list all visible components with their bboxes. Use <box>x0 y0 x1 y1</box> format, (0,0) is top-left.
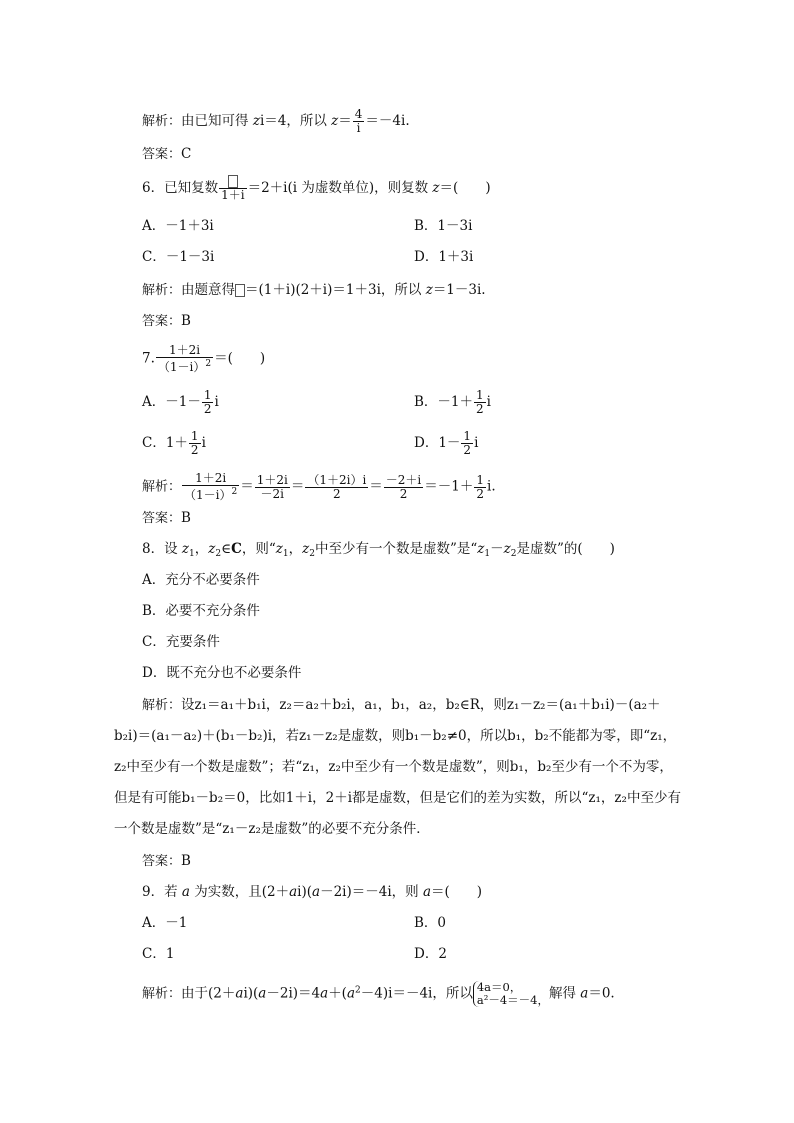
question-9: 9．若 a 为实数，且(2＋ai)(a－2i)＝－4i，则 a＝( ) <box>142 884 483 900</box>
solution-8 <box>114 690 684 845</box>
fraction: $\frac{4}{i}$ <box>354 107 363 135</box>
option-6b: B．1－3i <box>414 218 473 234</box>
equation-system: 4a＝0， a²－4＝－4， <box>473 981 549 1007</box>
option-6c: C．－1－3i <box>142 249 215 265</box>
option-6d: D．1＋3i <box>414 249 474 265</box>
option-7c: C．1＋ $\frac{1}{2}$ i <box>142 429 206 457</box>
fraction: $\frac{1+2i}{(1-i)^2}$ <box>184 471 238 502</box>
question-8: 8．设 $z_1$，$z_2\in C$，则“$z_1$，$z_2$中至少有一个数是虚数”是“$z_1-z_2$是虚数”的( ) <box>142 541 615 559</box>
option-9b: B．0 <box>414 915 447 931</box>
answer-8: 答案：B <box>142 853 191 869</box>
option-8b: B．必要不充分条件 <box>142 603 260 619</box>
option-8c: C．充要条件 <box>142 634 220 650</box>
image-placeholder-icon <box>235 284 245 297</box>
answer-label: 答案： <box>142 511 182 526</box>
answer-7: 答案：B <box>142 510 191 526</box>
solution-label: 解析： <box>142 698 182 713</box>
solution-label: 解析： <box>142 986 182 1002</box>
fraction: $\frac{1+2i}{-2i}$ <box>256 472 288 501</box>
option-7d: D．1－ $\frac{1}{2}$ i <box>414 429 479 457</box>
answer-label: 答案： <box>142 147 182 162</box>
fraction: $\frac{(1+2i)i}{2}$ <box>307 472 367 501</box>
fraction: 1＋i <box>219 175 246 202</box>
option-7b: B．－1＋ $\frac{1}{2}$ i <box>414 388 491 416</box>
solution-label: 解析： <box>142 479 182 495</box>
fraction: $\frac{1+2i}{(1-i)^2}$ <box>157 343 212 374</box>
option-6a: A．－1＋3i <box>142 218 214 234</box>
solution-9: 解析：由于$(2+ai)(a-2i)=4a+(a^2-4)i=-4i$，所以 4a＝0， a²－4＝－4， 解得 a＝0. <box>142 980 615 1007</box>
solution-5: 解析：由已知可得 zi＝4，所以 z＝ $\frac{4}{i}$ ＝－4i. <box>142 107 410 135</box>
solution-7: 解析： $\frac{1+2i}{(1-i)^2}$ ＝ $\frac{1+2i}{-2i}$ ＝ $\frac{(1+2i)i}{2}$ ＝ $\frac{-2+i}{2}$ ＝－1＋ $\frac{1}{2}$ i. <box>142 471 496 502</box>
answer-label: 答案： <box>142 854 182 869</box>
answer-5: 答案：C <box>142 146 192 162</box>
option-8a: A．充分不必要条件 <box>142 572 260 588</box>
answer-6: 答案：B <box>142 313 191 329</box>
solution-label: 解析： <box>142 114 182 129</box>
solution-label: 解析： <box>142 283 182 298</box>
option-7a: A．－1－ $\frac{1}{2}$ i <box>142 388 219 416</box>
option-8d: D．既不充分也不必要条件 <box>142 665 302 681</box>
option-9c: C．1 <box>142 946 175 962</box>
solution-6: 解析：由题意得 ＝(1＋i)(2＋i)＝1＋3i，所以 z＝1－3i. <box>142 282 486 298</box>
question-7: 7. $\frac{1+2i}{(1-i)^2}$ ＝( ) <box>142 343 266 374</box>
answer-label: 答案： <box>142 314 182 329</box>
question-6: 6．已知复数 1＋i ＝2＋i(i 为虚数单位)，则复数 z＝( ) <box>142 175 491 202</box>
option-9d: D．2 <box>414 946 447 962</box>
fraction: $\frac{-2+i}{2}$ <box>385 472 422 501</box>
option-9a: A．－1 <box>142 915 188 931</box>
image-placeholder-icon <box>228 175 238 188</box>
solution-8-text: 设z₁＝a₁＋b₁i，z₂＝a₂＋b₂i，a₁，b₁，a₂，b₂∈R，则z₁－z₂＝(a₁＋b₁i)－(a₂＋b₂i)＝(a₁－a₂)＋(b₁－b₂)i，若z₁－z₂是虚数，则b₁－b₂≠0，所以b₁，b₂不能都为零，即“z₁，z₂中至少有一个数是虚数”；若“z₁，z₂中至少有一个数是虚数”，则b₁，b₂至少有一个不为零，但是有可能b₁－b₂＝0，比如1＋i，2＋i都是虚数，但是它们的差为实数，所以“z₁，z₂中至少有一个数是虚数”是“z₁－z₂是虚数”的必要不充分条件． <box>114 697 681 837</box>
